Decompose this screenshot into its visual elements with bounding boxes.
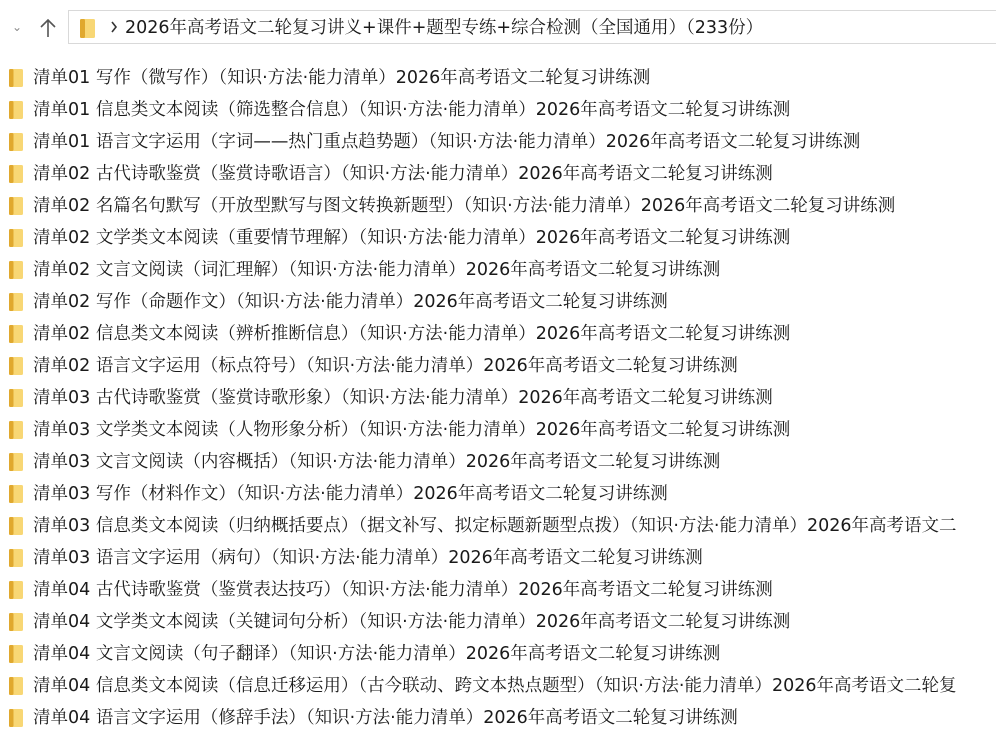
file-name: 清单03 文言文阅读（内容概括）（知识·方法·能力清单）2026年高考语文二轮复习讲练测 bbox=[33, 452, 721, 472]
chevron-right-icon[interactable] bbox=[109, 19, 119, 35]
file-name: 清单03 古代诗歌鉴赏（鉴赏诗歌形象）（知识·方法·能力清单）2026年高考语文二轮复习讲练测 bbox=[33, 388, 773, 408]
folder-icon bbox=[8, 484, 24, 504]
file-row[interactable] bbox=[0, 478, 996, 510]
file-row[interactable] bbox=[0, 638, 996, 670]
folder-icon bbox=[8, 708, 24, 728]
file-name: 清单03 信息类文本阅读（归纳概括要点）（据文补写、拟定标题新题型点拨）（知识·方法·能力清单）2026年高考语文二 bbox=[33, 516, 957, 536]
folder-icon bbox=[8, 68, 24, 88]
file-row[interactable] bbox=[0, 414, 996, 446]
file-row[interactable] bbox=[0, 286, 996, 318]
folder-icon bbox=[8, 132, 24, 152]
folder-icon bbox=[8, 548, 24, 568]
folder-icon bbox=[8, 388, 24, 408]
folder-icon bbox=[8, 228, 24, 248]
file-name: 清单04 信息类文本阅读（信息迁移运用）（古今联动、跨文本热点题型）（知识·方法·能力清单）2026年高考语文二轮复 bbox=[33, 676, 957, 696]
file-row[interactable] bbox=[0, 670, 996, 702]
file-name: 清单01 语言文字运用（字词——热门重点趋势题）（知识·方法·能力清单）2026年高考语文二轮复习讲练测 bbox=[33, 132, 861, 152]
file-row[interactable] bbox=[0, 542, 996, 574]
file-row[interactable] bbox=[0, 574, 996, 606]
address-bar-row bbox=[0, 10, 996, 46]
file-name: 清单03 文学类文本阅读（人物形象分析）（知识·方法·能力清单）2026年高考语文二轮复习讲练测 bbox=[33, 420, 791, 440]
file-name: 清单04 文言文阅读（句子翻译）（知识·方法·能力清单）2026年高考语文二轮复习讲练测 bbox=[33, 644, 721, 664]
file-row[interactable] bbox=[0, 318, 996, 350]
file-name: 清单02 语言文字运用（标点符号）（知识·方法·能力清单）2026年高考语文二轮复习讲练测 bbox=[33, 356, 738, 376]
folder-icon bbox=[8, 196, 24, 216]
file-name: 清单01 写作（微写作）（知识·方法·能力清单）2026年高考语文二轮复习讲练测 bbox=[33, 68, 651, 88]
file-name: 清单03 语言文字运用（病句）（知识·方法·能力清单）2026年高考语文二轮复习讲练测 bbox=[33, 548, 703, 568]
file-row[interactable] bbox=[0, 222, 996, 254]
file-row[interactable] bbox=[0, 126, 996, 158]
file-row[interactable] bbox=[0, 510, 996, 542]
file-name: 清单02 写作（命题作文）（知识·方法·能力清单）2026年高考语文二轮复习讲练测 bbox=[33, 292, 668, 312]
folder-icon bbox=[8, 100, 24, 120]
file-row[interactable] bbox=[0, 62, 996, 94]
folder-icon bbox=[8, 324, 24, 344]
file-row[interactable] bbox=[0, 254, 996, 286]
file-row[interactable] bbox=[0, 190, 996, 222]
file-name: 清单02 名篇名句默写（开放型默写与图文转换新题型）（知识·方法·能力清单）2026年高考语文二轮复习讲练测 bbox=[33, 196, 896, 216]
folder-icon bbox=[8, 452, 24, 472]
folder-icon bbox=[8, 292, 24, 312]
folder-icon bbox=[8, 612, 24, 632]
file-name: 清单04 古代诗歌鉴赏（鉴赏表达技巧）（知识·方法·能力清单）2026年高考语文二轮复习讲练测 bbox=[33, 580, 773, 600]
file-name: 清单02 古代诗歌鉴赏（鉴赏诗歌语言）（知识·方法·能力清单）2026年高考语文二轮复习讲练测 bbox=[33, 164, 773, 184]
file-name: 清单02 信息类文本阅读（辨析推断信息）（知识·方法·能力清单）2026年高考语文二轮复习讲练测 bbox=[33, 324, 791, 344]
file-name: 清单02 文言文阅读（词汇理解）（知识·方法·能力清单）2026年高考语文二轮复习讲练测 bbox=[33, 260, 721, 280]
file-row[interactable] bbox=[0, 446, 996, 478]
folder-icon bbox=[8, 260, 24, 280]
folder-icon bbox=[8, 420, 24, 440]
file-row[interactable] bbox=[0, 382, 996, 414]
file-row[interactable] bbox=[0, 94, 996, 126]
file-name: 清单04 语言文字运用（修辞手法）（知识·方法·能力清单）2026年高考语文二轮复习讲练测 bbox=[33, 708, 738, 728]
folder-icon bbox=[8, 676, 24, 696]
file-name: 清单04 文学类文本阅读（关键词句分析）（知识·方法·能力清单）2026年高考语文二轮复习讲练测 bbox=[33, 612, 791, 632]
address-bar[interactable] bbox=[68, 10, 996, 44]
file-name: 清单03 写作（材料作文）（知识·方法·能力清单）2026年高考语文二轮复习讲练测 bbox=[33, 484, 668, 504]
file-row[interactable] bbox=[0, 702, 996, 734]
folder-icon bbox=[79, 17, 97, 39]
address-path[interactable]: 2026年高考语文二轮复习讲义+课件+题型专练+综合检测（全国通用）（233份） bbox=[125, 18, 764, 38]
file-row[interactable] bbox=[0, 606, 996, 638]
file-list bbox=[0, 62, 996, 734]
arrow-up-icon[interactable] bbox=[36, 16, 60, 40]
file-row[interactable] bbox=[0, 158, 996, 190]
folder-icon bbox=[8, 580, 24, 600]
file-row[interactable] bbox=[0, 350, 996, 382]
folder-icon bbox=[8, 356, 24, 376]
folder-icon bbox=[8, 516, 24, 536]
chevron-down-icon[interactable]: ⌄ bbox=[11, 20, 23, 34]
file-name: 清单02 文学类文本阅读（重要情节理解）（知识·方法·能力清单）2026年高考语文二轮复习讲练测 bbox=[33, 228, 791, 248]
folder-icon bbox=[8, 164, 24, 184]
folder-icon bbox=[8, 644, 24, 664]
file-name: 清单01 信息类文本阅读（筛选整合信息）（知识·方法·能力清单）2026年高考语文二轮复习讲练测 bbox=[33, 100, 791, 120]
